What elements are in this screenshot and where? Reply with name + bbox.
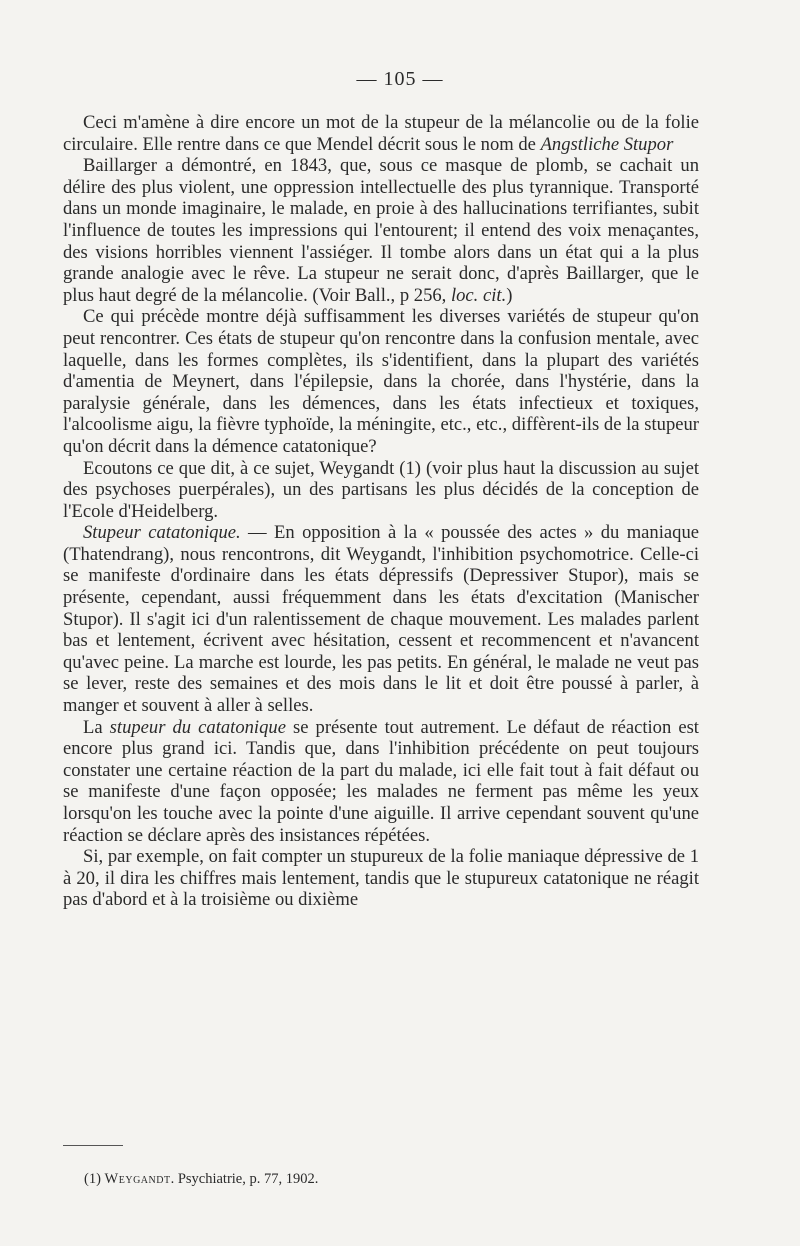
paragraph-3-text: Ce qui précède montre déjà suffisamment les diverses variétés de stupeur qu'on peut rencontrer. Ces états de stupeur qu'on rencontre dans la confusion mentale, avec laquelle, dans les formes complètes, ils s'identifient, dans la plupart des variétés d'amentia de Meynert, dans l'épilepsie, dans la chorée, dans l'hystérie, dans la paralysie générale, dans les démences, dans les états infectieux et toxiques, l'alcoolisme aigu, la fièvre typhoïde, la méningite, etc., etc., diffèrent-ils de la stupeur qu'on décrit dans la démence catatonique? bbox=[63, 306, 699, 457]
footnote-divider bbox=[63, 1145, 123, 1146]
footnote bbox=[84, 1170, 684, 1188]
paragraph-2-italic: loc. cit. bbox=[450, 284, 507, 306]
paragraph-2-tail: ) bbox=[506, 284, 513, 306]
paragraph-1-italic: Angstliche Stupor bbox=[540, 133, 674, 155]
paragraph-6 bbox=[63, 717, 699, 847]
paragraph-6-text: se présente tout autrement. Le défaut de réaction est encore plus grand ici. Tandis que, dans l'inhibition précédente on peut toujours constater une certaine réaction de la part du malade, ici elle fait tout à fait défaut ou se manifeste d'une façon opposée; les malades ne ferment pas même les yeux lorsqu'on les touche avec la pointe d'une aiguille. Il arrive cependant souvent qu'une réaction se déclare après des insistances répétées. bbox=[63, 716, 699, 846]
paragraph-7-text: Si, par exemple, on fait compter un stupureux de la folie maniaque dépressive de 1 à 20, il dira les chiffres mais lentement, tandis que le stupureux catatonique ne réagit pas d'abord et à la troisième ou dixième bbox=[63, 846, 699, 911]
paragraph-5-italic: Stupeur catatonique. bbox=[83, 522, 241, 544]
paragraph-4 bbox=[63, 458, 699, 523]
footnote-marker: (1) bbox=[84, 1171, 105, 1187]
paragraph-6-lead: La bbox=[83, 716, 110, 738]
page-number: — 105 — bbox=[356, 68, 444, 90]
paragraph-4-text: Ecoutons ce que dit, à ce sujet, Weygandt (1) (voir plus haut la discussion au sujet des psychoses puerpérales), un des partisans les plus décidés de la conception de l'Ecole d'Heidelberg. bbox=[63, 457, 699, 522]
paragraph-2 bbox=[63, 155, 699, 306]
paragraph-5 bbox=[63, 522, 699, 716]
footnote-text: . Psychiatrie, p. 77, 1902. bbox=[170, 1171, 319, 1187]
footnote-author: Weygandt bbox=[104, 1171, 171, 1187]
paragraph-1 bbox=[63, 112, 699, 155]
body-text bbox=[63, 112, 699, 911]
paragraph-1-text: Ceci m'amène à dire encore un mot de la stupeur de la mélancolie ou de la folie circulaire. Elle rentre dans ce que Mendel décrit sous le nom de bbox=[63, 112, 699, 155]
paragraph-6-italic: stupeur du catatonique bbox=[109, 716, 286, 738]
paragraph-5-text: — En opposition à la « poussée des actes » du maniaque (Thatendrang), nous rencontrons, dit Weygandt, l'inhibition psychomotrice. Celle-ci se manifeste d'ordinaire dans les états dépressifs (Depressiver Stupor), mais se présente, cependant, aussi fréquemment dans les états d'excitation (Manischer Stupor). Il s'agit ici d'un ralentissement de chaque mouvement. Les malades parlent bas et lentement, écrivent avec hésitation, cessent et recommencent et n'avancent qu'avec peine. La marche est lourde, les pas petits. En général, le malade ne veut pas se lever, reste des semaines et des mois dans le lit et doit être poussé à parler, à manger et souvent à aller à selles. bbox=[63, 522, 699, 717]
paragraph-7 bbox=[63, 846, 699, 911]
paragraph-3 bbox=[63, 306, 699, 457]
paragraph-2-text: Baillarger a démontré, en 1843, que, sous ce masque de plomb, se cachait un délire des plus violent, une oppression intellectuelle des plus tyrannique. Transporté dans un monde imaginaire, le malade, en proie à des hallucinations terrifiantes, subit l'influence de toutes les impressions qui l'entourent; il entend des voix menaçantes, des visions horribles viennent l'assiéger. Il tombe alors dans un état qui a la plus grande analogie avec le rêve. La stupeur ne serait donc, d'après Baillarger, que le plus haut degré de la mélancolie. (Voir Ball., p 256, bbox=[63, 155, 699, 306]
